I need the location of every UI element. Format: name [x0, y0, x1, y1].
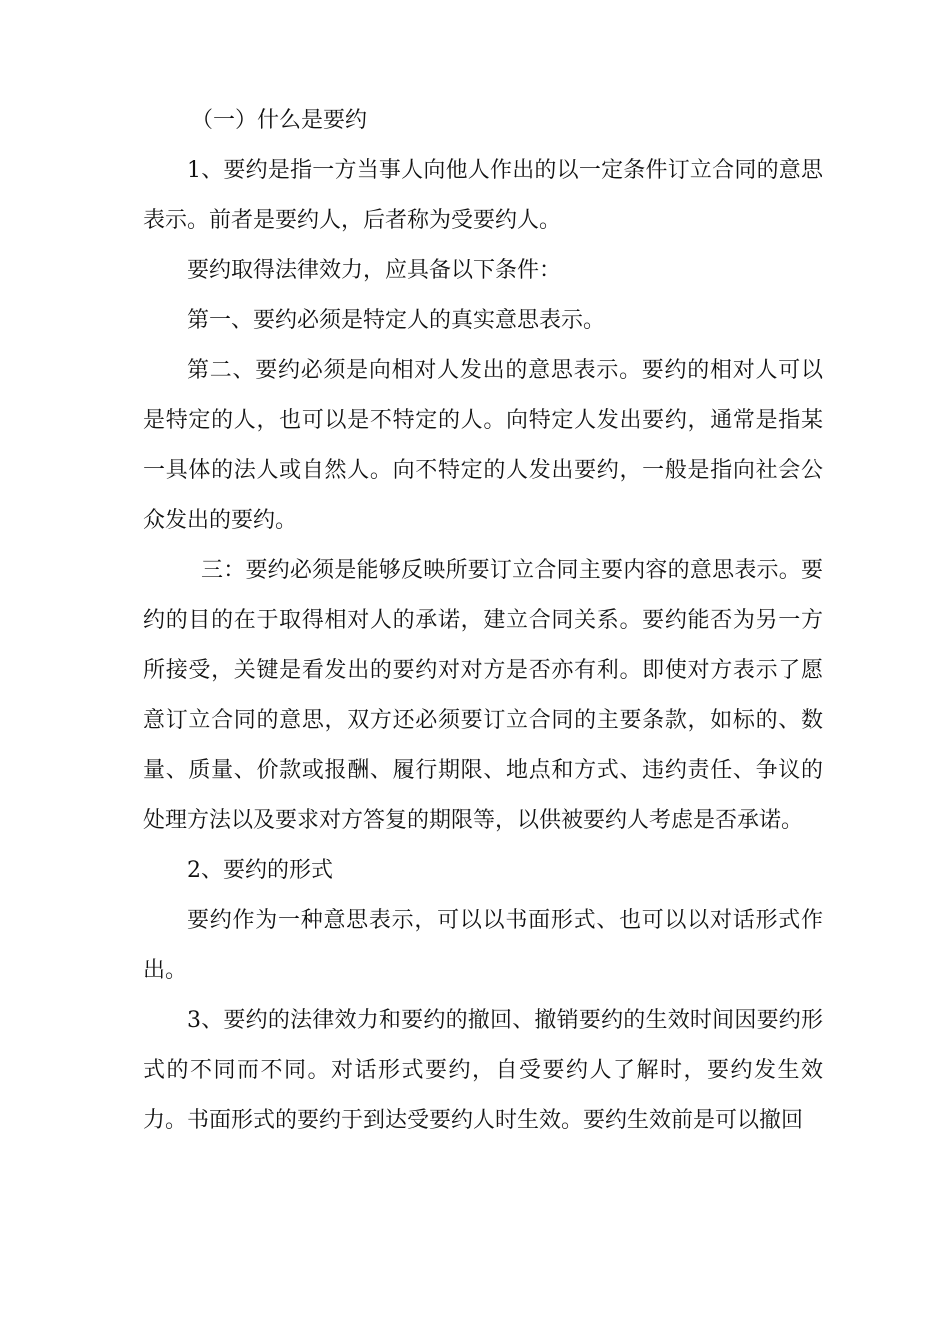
paragraph-offer-form: 要约作为一种意思表示，可以以书面形式、也可以以对话形式作出。 [143, 908, 823, 983]
paragraph-condition-three: 三：要约必须是能够反映所要订立合同主要内容的意思表示。要约的目的在于取得相对人的承诺，建立合同关系。要约能否为另一方所接受，关键是看发出的要约对对方是否亦有利。即使对方表示了愿意订立合同的意思，双方还必须要订立合同的主要条款，如标的、数量、质量、价款或报酬、履行期限、地点和方式、违约责任、争议的处理方法以及要求对方答复的期限等，以供被要约人考虑是否承诺。 [143, 558, 823, 833]
paragraph-offer-effect: 3、要约的法律效力和要约的撤回、撤销要约的生效时间因要约形式的不同而不同。对话形式要约，自受要约人了解时，要约发生效力。书面形式的要约于到达受要约人时生效。要约生效前是可以撤回 [143, 1008, 823, 1133]
section-heading-what-is-offer: （一）什么是要约 [191, 108, 368, 133]
paragraph-condition-one: 第一、要约必须是特定人的真实意思表示。 [187, 308, 606, 333]
paragraph-offer-conditions-intro: 要约取得法律效力，应具备以下条件： [187, 258, 562, 283]
paragraph-offer-definition: 1、要约是指一方当事人向他人作出的以一定条件订立合同的意思表示。前者是要约人，后者称为受要约人。 [143, 158, 823, 233]
paragraph-condition-two: 第二、要约必须是向相对人发出的意思表示。要约的相对人可以是特定的人，也可以是不特定的人。向特定人发出要约，通常是指某一具体的法人或自然人。向不特定的人发出要约，一般是指向社会公众发出的要约。 [143, 358, 823, 533]
document-body [143, 96, 823, 1146]
section-heading-offer-form: 2、要约的形式 [187, 858, 333, 883]
